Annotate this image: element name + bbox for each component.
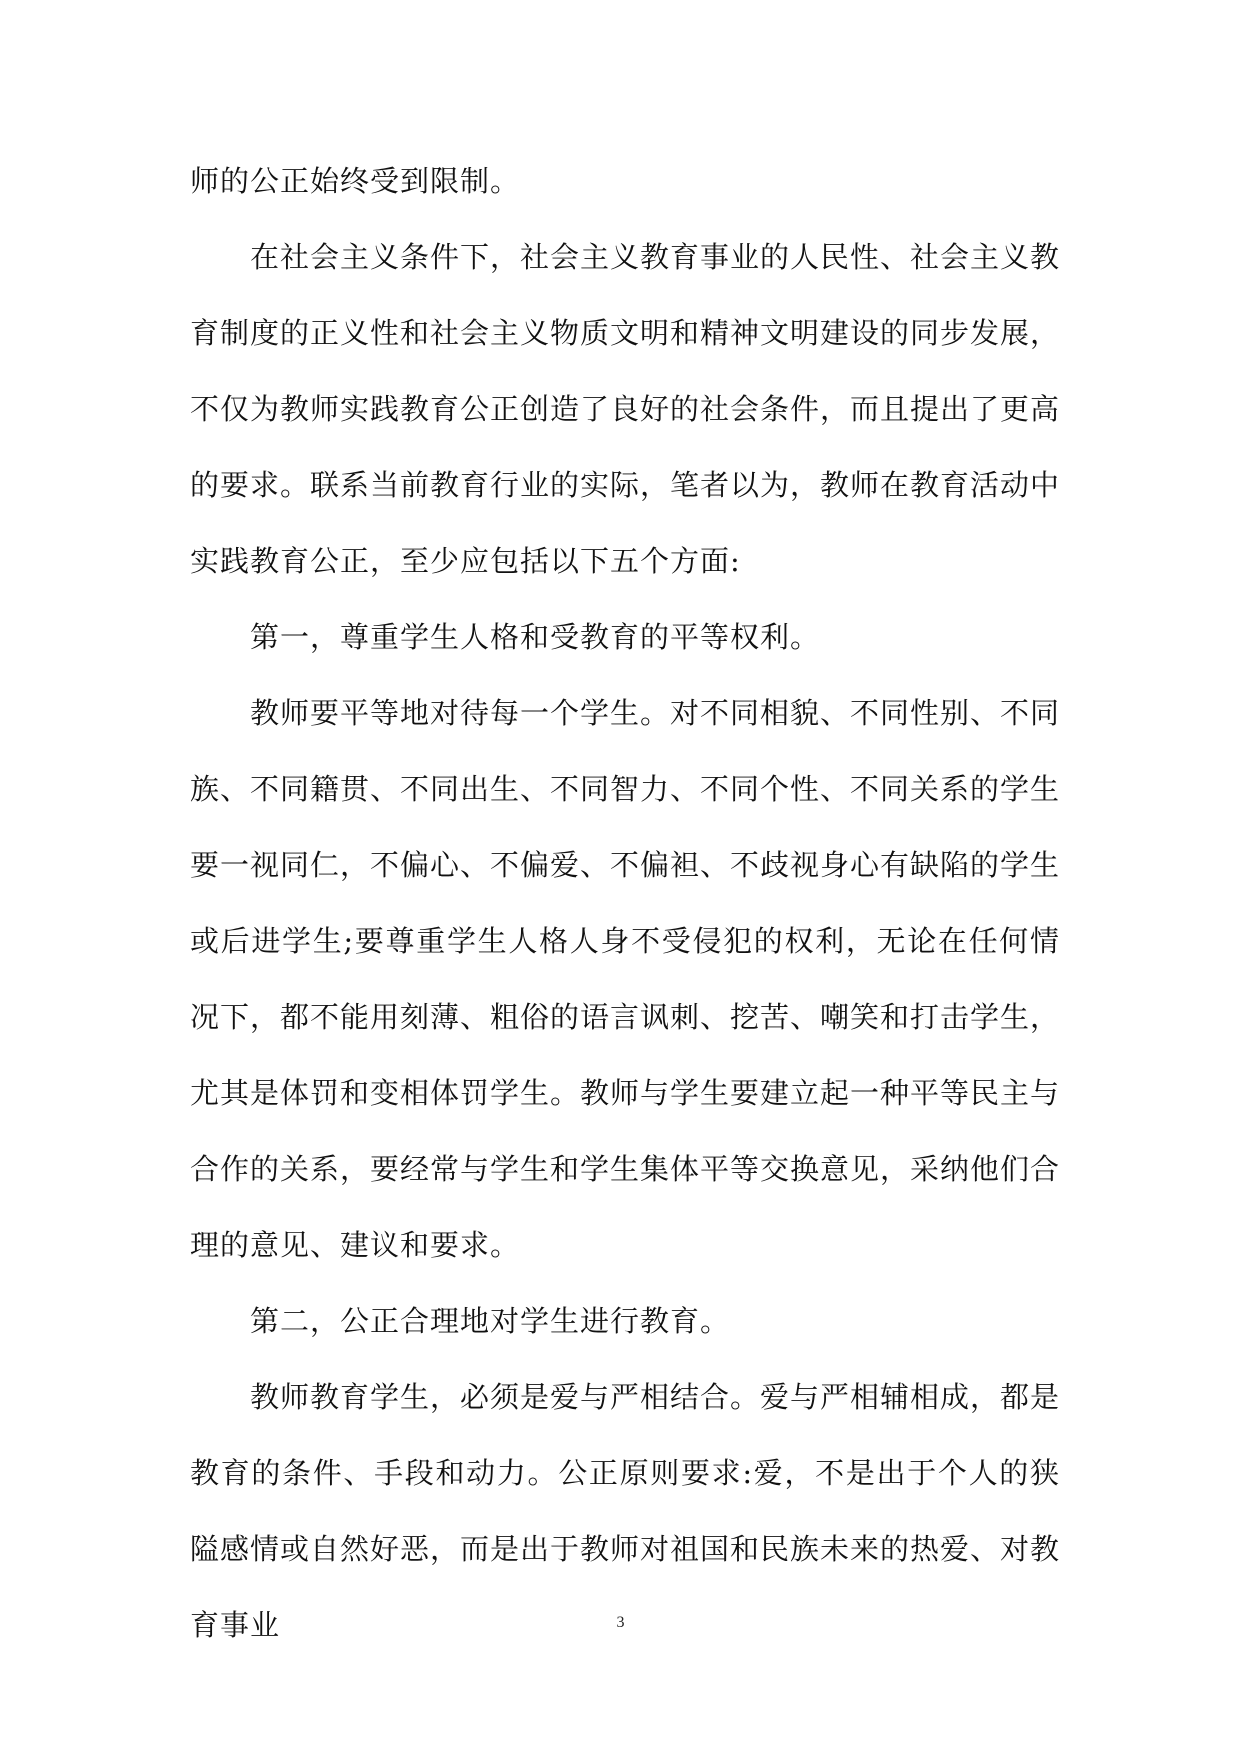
paragraph-love-and-strictness: 教师教育学生，必须是爱与严相结合。爱与严相辅相成，都是教育的条件、手段和动力。公正原则要求:爱，不是出于个人的狭隘感情或自然好恶，而是出于教师对祖国和民族未来的热爱、对教育事业 bbox=[190, 1380, 1061, 1642]
paragraph-socialist-conditions: 在社会主义条件下，社会主义教育事业的人民性、社会主义教育制度的正义性和社会主义物质文明和精神文明建设的同步发展，不仅为教师实践教育公正创造了良好的社会条件，而且提出了更高的要求。联系当前教育行业的实际，笔者以为，教师在教育活动中实践教育公正，至少应包括以下五个方面: bbox=[190, 240, 1061, 578]
heading-second-point: 第二，公正合理地对学生进行教育。 bbox=[250, 1304, 731, 1338]
heading-first-point: 第一，尊重学生人格和受教育的平等权利。 bbox=[250, 620, 821, 654]
paragraph-continuation: 师的公正始终受到限制。 bbox=[190, 164, 521, 198]
page-number: 3 bbox=[616, 1614, 625, 1631]
body-text bbox=[190, 143, 1060, 1663]
paragraph-equal-treatment: 教师要平等地对待每一个学生。对不同相貌、不同性别、不同族、不同籍贯、不同出生、不同智力、不同个性、不同关系的学生要一视同仁，不偏心、不偏爱、不偏袒、不歧视身心有缺陷的学生或后进学生;要尊重学生人格人身不受侵犯的权利，无论在任何情况下，都不能用刻薄、粗俗的语言讽刺、挖苦、嘲笑和打击学生，尤其是体罚和变相体罚学生。教师与学生要建立起一种平等民主与合作的关系，要经常与学生和学生集体平等交换意见，采纳他们合理的意见、建议和要求。 bbox=[190, 696, 1061, 1262]
